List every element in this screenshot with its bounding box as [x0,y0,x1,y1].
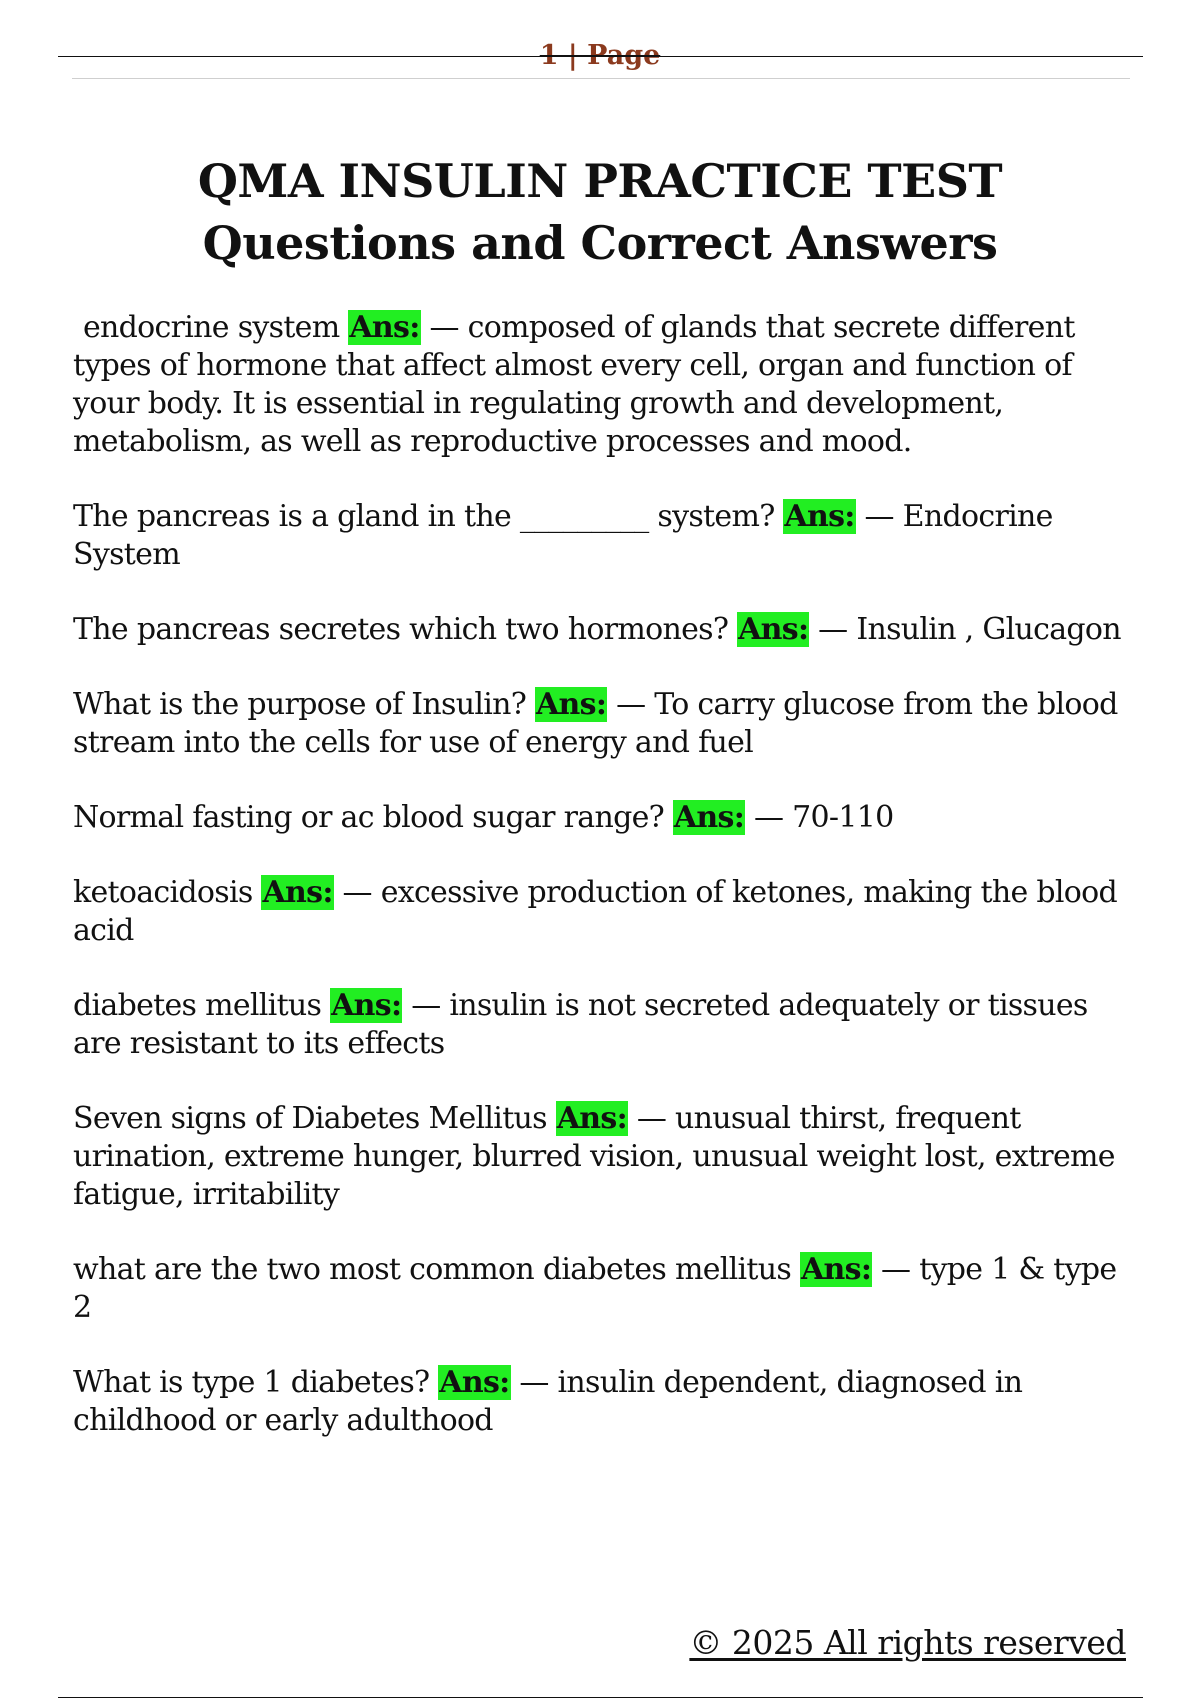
answer-text: To carry glucose from the blood stream into the cells for use of energy and fuel [73,687,1118,760]
qa-item: ketoacidosis Ans: — excessive production of ketones, making the blood acid [73,875,1117,948]
title-line-1: QMA INSULIN PRACTICE TEST [197,154,1003,208]
answer-text: insulin dependent, diagnosed in childhood or early adulthood [73,1365,1023,1438]
header-subrule [72,78,1130,79]
question-text: Normal fasting or ac blood sugar range? [73,800,665,835]
qa-item: Seven signs of Diabetes Mellitus Ans: — unusual thirst, frequent urination, extreme hunger, blurred vision, unusual weight lost, extreme fatigue, irritability [73,1101,1115,1212]
question-text: ketoacidosis [73,875,253,910]
question-text: What is type 1 diabetes? [73,1365,430,1400]
answer-text: Insulin , Glucagon [856,612,1121,647]
answer-text: insulin is not secreted adequately or tissues are resistant to its effects [73,988,1088,1061]
answer-tag: Ans: [784,499,855,534]
answer-tag: Ans: [331,988,402,1023]
question-text: The pancreas is a gland in the _________ system? [73,499,775,534]
answer-text: Endocrine System [73,499,1053,572]
answer-text: type 1 & type 2 [73,1252,1117,1325]
qa-item: What is type 1 diabetes? Ans: — insulin dependent, diagnosed in childhood or early adulthood [73,1365,1023,1438]
answer-tag: Ans: [535,687,607,722]
qa-item: what are the two most common diabetes mellitus Ans: — type 1 & type 2 [73,1252,1117,1325]
page-number: 1 | Page [539,40,661,71]
qa-item: endocrine system Ans: — composed of glands that secrete different types of hormone that affect almost every cell, organ and function of your body. It is essential in regulating growth and development, metabolism, as well as reproductive processes and mood. [73,310,1075,459]
copyright-notice: © 2025 All rights reserved [689,1623,1126,1662]
question-text: endocrine system [83,310,340,345]
answer-tag: Ans: [349,310,420,345]
qa-item: Normal fasting or ac blood sugar range? Ans: — 70-110 [73,800,894,835]
footer-rule [58,1697,1143,1698]
answer-tag: Ans: [439,1365,510,1400]
answer-tag: Ans: [262,875,333,910]
answer-text: 70-110 [792,800,894,835]
answer-text: composed of glands that secrete different types of hormone that affect almost every cell, organ and function of your body. It is essential in regulating growth and development, metabolism, as well as reproductive processes and mood. [73,310,1075,459]
qa-item: diabetes mellitus Ans: — insulin is not secreted adequately or tissues are resistant to its effects [73,988,1088,1061]
question-text: Seven signs of Diabetes Mellitus [73,1101,547,1136]
question-text: The pancreas secretes which two hormones? [73,612,729,647]
answer-tag: Ans: [800,1252,872,1287]
answer-text: excessive production of ketones, making the blood acid [73,875,1117,948]
answer-tag: Ans: [673,800,745,835]
qa-item: The pancreas secretes which two hormones? Ans: — Insulin , Glucagon [73,612,1121,647]
qa-item: The pancreas is a gland in the _________ system? Ans: — Endocrine System [73,499,1053,572]
document-title [0,150,1200,274]
title-line-2: Questions and Correct Answers [202,216,998,270]
answer-text: unusual thirst, frequent urination, extreme hunger, blurred vision, unusual weight lost, extreme fatigue, irritability [73,1101,1115,1212]
question-text: diabetes mellitus [73,988,322,1023]
qa-item: What is the purpose of Insulin? Ans: — To carry glucose from the blood stream into the cells for use of energy and fuel [73,687,1118,760]
answer-tag: Ans: [556,1101,627,1136]
qa-list [73,309,1133,1477]
question-text: what are the two most common diabetes mellitus [73,1252,792,1287]
answer-tag: Ans: [738,612,809,647]
question-text: What is the purpose of Insulin? [73,687,527,722]
